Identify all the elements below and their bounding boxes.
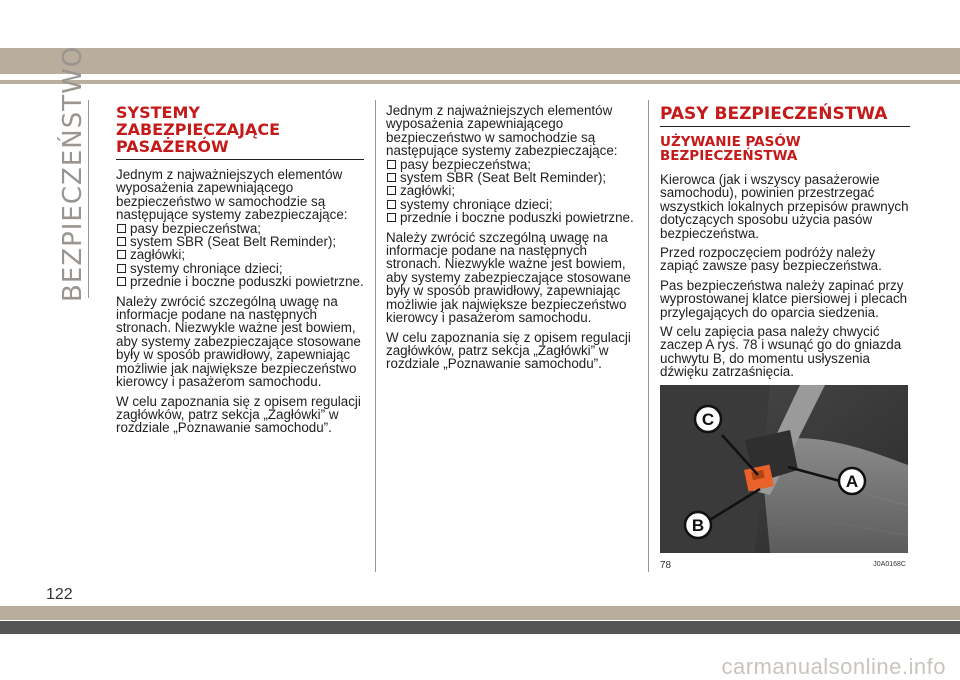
callout-a-label: A	[845, 472, 859, 491]
callout-a	[839, 468, 865, 494]
figure-code: J0A0168C	[873, 561, 906, 568]
list-item: zagłówki;	[386, 184, 636, 197]
figure-caption	[660, 560, 908, 571]
heading-pasy: PASY BEZPIECZEŃSTWA	[660, 104, 888, 124]
bottom-band-dark	[0, 621, 960, 634]
callout-b-label: B	[691, 516, 705, 535]
paragraph: W celu zapoznania się z opisem regulacji zagłówków, patrz sekcja „Zagłówki” w rozdziale „Poznawanie samochodu”.	[386, 329, 631, 372]
figure-number: 78	[660, 560, 672, 571]
list-item: przednie i boczne poduszki powietrzne.	[116, 275, 364, 288]
top-band-line	[0, 80, 960, 84]
callout-c-label: C	[701, 410, 715, 429]
watermark: carmanualsonline.info	[721, 654, 946, 679]
list-item: system SBR (Seat Belt Reminder);	[386, 171, 636, 184]
list-item: systemy chroniące dzieci;	[116, 262, 364, 275]
column-divider-1	[375, 100, 376, 572]
section-side-title-text: BEZPIECZEŃSTWO	[58, 45, 88, 302]
paragraph: Przed rozpoczęciem podróży należy zapiąć zawsze pasy bezpieczeństwa.	[660, 245, 882, 274]
list-item: systemy chroniące dzieci;	[386, 198, 636, 211]
intro-text: Jednym z najważniejszych elementów wyposażenia zapewniającego bezpieczeństwo w samochodzie są następujące systemy zabezpieczające:	[116, 167, 348, 223]
column-2	[386, 104, 636, 377]
intro-text: Jednym z najważniejszych elementów wyposażenia zapewniającego bezpieczeństwo w samochodzie są następujące systemy zabezpieczające:	[386, 103, 618, 159]
callout-b	[685, 512, 711, 538]
list-item: zagłówki;	[116, 248, 364, 261]
column-3	[660, 104, 910, 385]
paragraph: Należy zwrócić szczególną uwagę na informacje podane na następnych stronach. Niezwykle ważne jest bowiem, aby systemy zabezpieczające stosowane były w sposób prawidłowy, zapewniając możliwie jak największe bezpieczeństwo kierowcy i pasażerom samochodu.	[386, 229, 631, 326]
paragraph: W celu zapięcia pasa należy chwycić zaczep A rys. 78 i wsunąć go do gniazda uchwytu B, do momentu usłyszenia dźwięku zatrzaśnięcia.	[660, 324, 902, 380]
paragraph: Kierowca (jak i wszyscy pasażerowie samochodu), powinien przestrzegać wszystkich lokalnych przepisów prawnych dotyczących sposobu użycia pasów bezpieczeństwa.	[660, 172, 909, 241]
paragraph: Należy zwrócić szczególną uwagę na informacje podane na następnych stronach. Niezwykle ważne jest bowiem, aby systemy zabezpieczające stosowane były w sposób prawidłowy, zapewniając możliwie jak największe bezpieczeństwo kierowcy i pasażerom samochodu.	[116, 293, 361, 390]
subheading-uzywanie: UŻYWANIE PASÓW BEZPIECZEŃSTWA	[660, 134, 801, 164]
paragraph: W celu zapoznania się z opisem regulacji zagłówków, patrz sekcja „Zagłówki” w rozdziale „Poznawanie samochodu”.	[116, 393, 361, 436]
seatbelt-photo	[660, 385, 908, 553]
column-divider-2	[648, 100, 649, 572]
seatbelt-buckle-figure	[660, 385, 908, 553]
heading-rule	[116, 159, 364, 160]
heading-systemy: SYSTEMY ZABEZPIECZAJĄCE PASAŻERÓW	[116, 103, 281, 156]
systems-list	[116, 222, 364, 289]
callout-c	[695, 406, 721, 432]
bottom-band	[0, 606, 960, 620]
list-item: pasy bezpieczeństwa;	[116, 222, 364, 235]
systems-list	[386, 158, 636, 225]
paragraph: Pas bezpieczeństwa należy zapinać przy wyprostowanej klatce piersiowej i plecach przylegających do oparcia siedzenia.	[660, 277, 908, 320]
list-item: pasy bezpieczeństwa;	[386, 158, 636, 171]
top-band	[0, 48, 960, 74]
page-number: 122	[46, 586, 73, 603]
heading-rule	[660, 126, 910, 127]
list-item: system SBR (Seat Belt Reminder);	[116, 235, 364, 248]
column-divider-left	[88, 100, 89, 298]
list-item: przednie i boczne poduszki powietrzne.	[386, 211, 636, 224]
column-1	[116, 104, 364, 441]
